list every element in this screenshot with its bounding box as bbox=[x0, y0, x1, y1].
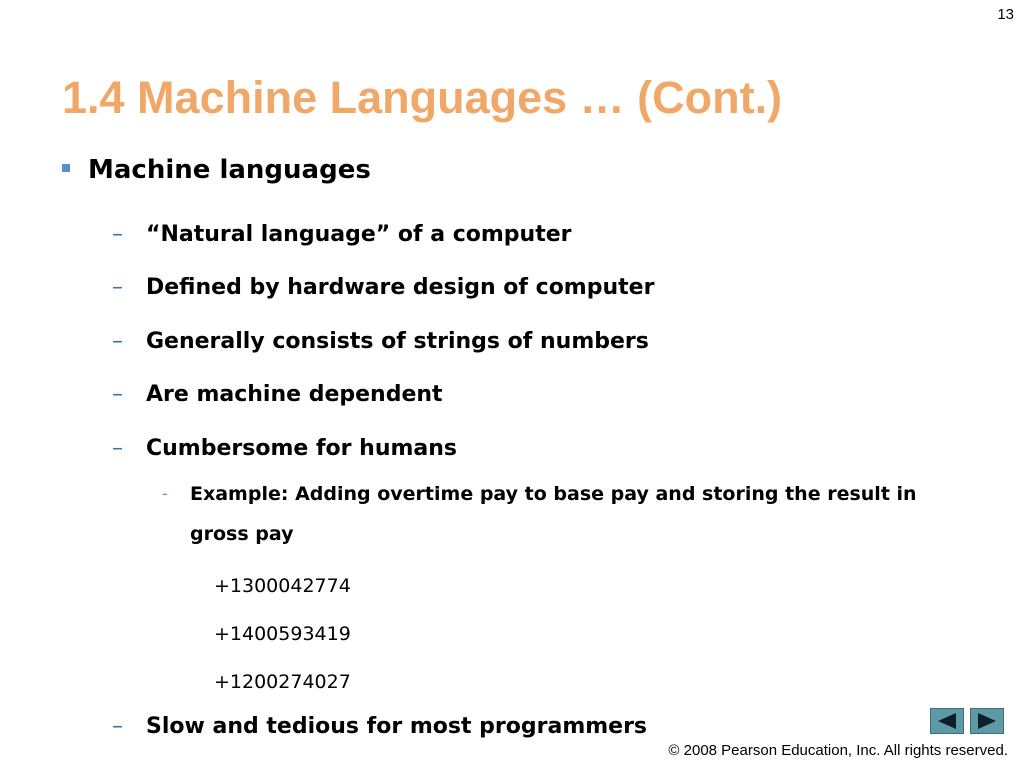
machine-code-line: +1400593419 bbox=[214, 623, 351, 645]
small-dash-icon: - bbox=[162, 484, 168, 503]
sub-bullet-text: Are machine dependent bbox=[146, 382, 443, 408]
dash-bullet-icon: – bbox=[112, 275, 123, 301]
right-arrow-icon bbox=[976, 712, 998, 730]
dash-bullet-icon: – bbox=[112, 382, 123, 408]
left-arrow-icon bbox=[936, 712, 958, 730]
slide-title: 1.4 Machine Languages … (Cont.) bbox=[62, 72, 783, 123]
main-bullet-text: Machine languages bbox=[88, 155, 371, 185]
last-sub-bullet-text: Slow and tedious for most programmers bbox=[146, 714, 648, 739]
sub-bullet-list bbox=[112, 208, 654, 476]
sub-bullet bbox=[112, 262, 654, 316]
sub-bullet bbox=[112, 422, 654, 476]
dash-bullet-icon: – bbox=[112, 714, 123, 739]
machine-code-line: +1200274027 bbox=[214, 671, 351, 693]
machine-code-list bbox=[214, 562, 351, 706]
sub-bullet-text: Defined by hardware design of computer bbox=[146, 275, 655, 301]
page-number: 13 bbox=[997, 6, 1014, 23]
sub-bullet-text: Cumbersome for humans bbox=[146, 435, 458, 461]
dash-bullet-icon: – bbox=[112, 435, 123, 461]
next-slide-button[interactable] bbox=[970, 708, 1004, 734]
example-bullet bbox=[162, 474, 962, 554]
copyright-footer: © 2008 Pearson Education, Inc. All rights reserved. bbox=[668, 742, 1008, 759]
dash-bullet-icon: – bbox=[112, 328, 123, 354]
square-bullet-icon bbox=[62, 164, 70, 172]
sub-bullet bbox=[112, 315, 654, 369]
sub-bullet-text: “Natural language” of a computer bbox=[146, 221, 572, 247]
example-text: Example: Adding overtime pay to base pay and storing the result in gross pay bbox=[190, 483, 917, 545]
last-sub-bullet bbox=[112, 709, 647, 745]
slide-navigation bbox=[930, 708, 1004, 734]
sub-bullet bbox=[112, 369, 654, 423]
dash-bullet-icon: – bbox=[112, 221, 123, 247]
previous-slide-button[interactable] bbox=[930, 708, 964, 734]
machine-code-line: +1300042774 bbox=[214, 575, 351, 597]
sub-bullet-text: Generally consists of strings of numbers bbox=[146, 328, 649, 354]
sub-bullet bbox=[112, 208, 654, 262]
main-bullet bbox=[62, 152, 371, 188]
